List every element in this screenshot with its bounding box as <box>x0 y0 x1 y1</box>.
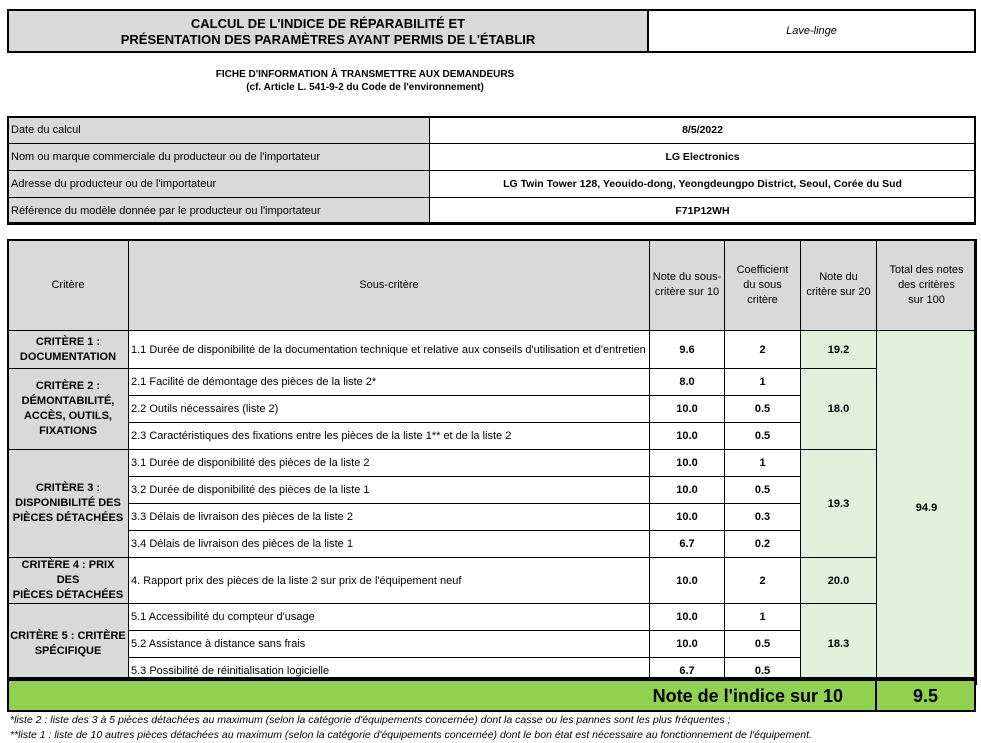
criteria-table <box>7 239 977 685</box>
info-label: Adresse du producteur ou de l'importateur <box>8 171 430 198</box>
sub-criterion-coef: 0.5 <box>725 396 801 423</box>
criterion-5-note-20: 18.3 <box>801 604 877 685</box>
header-note-sur-20 <box>801 240 877 331</box>
info-value: LG Electronics <box>430 144 976 171</box>
sub-criterion-note: 10.0 <box>650 423 725 450</box>
sub-criterion-note: 6.7 <box>650 658 725 685</box>
index-label: Note de l'indice sur 10 <box>652 686 843 706</box>
product-type: Lave-linge <box>647 9 976 53</box>
fiche-line-2: (cf. Article L. 541-9-2 du Code de l'environnement) <box>246 82 484 93</box>
sub-criterion-label: 1.1 Durée de disponibilité de la documentation technique et relative aux conseils d'utilisation et d'entretien <box>129 331 650 369</box>
sub-criterion-note: 10.0 <box>650 558 725 604</box>
sub-criterion-label: 5.2 Assistance à distance sans frais <box>129 631 650 658</box>
table-row <box>8 369 977 396</box>
sub-criterion-note: 9.6 <box>650 331 725 369</box>
header-text: critère sur 10 <box>654 286 720 298</box>
index-value: 9.5 <box>875 681 974 710</box>
header-text: du sous <box>743 278 782 291</box>
sub-criterion-label: 5.3 Possibilité de réinitialisation logicielle <box>129 658 650 685</box>
info-label: Référence du modèle donnée par le producteur ou l'importateur <box>8 198 430 225</box>
criterion-text: PIÈCES DÉTACHÉES <box>12 512 124 524</box>
info-row-model <box>8 198 976 225</box>
info-value: 8/5/2022 <box>430 117 976 144</box>
header-text: Total des notes <box>889 263 964 276</box>
sub-criterion-coef: 0.5 <box>725 658 801 685</box>
sub-criterion-note: 10.0 <box>650 604 725 631</box>
criterion-2-note-20: 18.0 <box>801 369 877 450</box>
criterion-text: DÉMONTABILITÉ, <box>21 395 115 407</box>
footnote-liste-1: **liste 1 : liste de 10 autres pièces détachées au maximum (selon la catégorie d'équipements concernée) dont le bon état est nécessaire au fonctionnement de l'équipement. <box>10 729 812 741</box>
sub-criterion-note: 8.0 <box>650 369 725 396</box>
info-row-address <box>8 171 976 198</box>
sub-criterion-label: 2.2 Outils nécessaires (liste 2) <box>129 396 650 423</box>
criterion-1-note-20: 19.2 <box>801 331 877 369</box>
fiche-line-1: FICHE D'INFORMATION À TRANSMETTRE AUX DEMANDEURS <box>215 69 515 80</box>
sub-criterion-coef: 0.5 <box>725 477 801 504</box>
sub-criterion-coef: 1 <box>725 369 801 396</box>
criterion-text: DISPONIBILITÉ DES <box>15 497 121 509</box>
info-label: Date du calcul <box>8 117 430 144</box>
title-line-1: CALCUL DE L'INDICE DE RÉPARABILITÉ ET <box>190 16 466 31</box>
sub-criterion-label: 3.1 Durée de disponibilité des pièces de la liste 2 <box>129 450 650 477</box>
sub-criterion-coef: 1 <box>725 450 801 477</box>
info-table <box>7 116 976 225</box>
sub-criterion-coef: 0.5 <box>725 631 801 658</box>
criterion-text: CRITÈRE 3 : <box>35 482 101 494</box>
header-critere: Critère <box>8 240 129 331</box>
criterion-text: FIXATIONS <box>39 425 97 437</box>
table-row <box>8 450 977 477</box>
header-note-sur-10 <box>650 240 725 331</box>
sub-criterion-note: 10.0 <box>650 477 725 504</box>
sub-criterion-label: 5.1 Accessibilité du compteur d'usage <box>129 604 650 631</box>
header-text: Note du <box>819 271 858 283</box>
criterion-5-name <box>8 604 129 685</box>
header-coefficient <box>725 240 801 331</box>
total-sur-100: 94.9 <box>877 331 977 685</box>
criterion-4-note-20: 20.0 <box>801 558 877 604</box>
document-title <box>7 9 649 53</box>
info-value: F71P12WH <box>430 198 976 225</box>
criterion-3-name <box>8 450 129 558</box>
sub-criterion-note: 10.0 <box>650 396 725 423</box>
fiche-heading <box>130 68 600 94</box>
sub-criterion-label: 2.3 Caractéristiques des fixations entre les pièces de la liste 1** et de la liste 2 <box>129 423 650 450</box>
sub-criterion-note: 10.0 <box>650 631 725 658</box>
sub-criterion-note: 6.7 <box>650 531 725 558</box>
sub-criterion-coef: 0.2 <box>725 531 801 558</box>
criterion-text: CRITÈRE 4 : PRIX DES <box>21 559 115 586</box>
criterion-text: ACCÈS, OUTILS, <box>23 410 112 422</box>
sub-criterion-label: 3.3 Délais de livraison des pièces de la liste 2 <box>129 504 650 531</box>
header-text: critère sur 20 <box>806 286 871 298</box>
info-label: Nom ou marque commerciale du producteur ou de l'importateur <box>8 144 430 171</box>
sub-criterion-label: 3.4 Délais de livraison des pièces de la liste 1 <box>129 531 650 558</box>
sub-criterion-coef: 2 <box>725 558 801 604</box>
sub-criterion-coef: 0.3 <box>725 504 801 531</box>
sub-criterion-note: 10.0 <box>650 450 725 477</box>
sub-criterion-note: 10.0 <box>650 504 725 531</box>
header-text: Coefficient <box>736 263 789 276</box>
sub-criterion-label: 4. Rapport prix des pièces de la liste 2 sur prix de l'équipement neuf <box>129 558 650 604</box>
header-text: Note du sous- <box>652 271 722 283</box>
info-row-date <box>8 117 976 144</box>
table-row <box>8 331 977 369</box>
footnote-liste-2: *liste 2 : liste des 3 à 5 pièces détachées au maximum (selon la catégorie d'équipements concernée) dont la casse ou les pannes sont les plus fréquentes ; <box>10 714 731 726</box>
criterion-text: CRITÈRE 2 : <box>35 380 101 392</box>
sub-criterion-coef: 1 <box>725 604 801 631</box>
criterion-3-note-20: 19.3 <box>801 450 877 558</box>
criterion-4-name <box>8 558 129 604</box>
criterion-1-name <box>8 331 129 369</box>
table-row <box>8 604 977 631</box>
index-row <box>7 679 976 712</box>
criterion-2-name <box>8 369 129 450</box>
criterion-text: DOCUMENTATION <box>19 350 117 363</box>
header-text: des critères <box>898 278 955 291</box>
header-text: sur 100 <box>908 293 945 306</box>
title-line-2: PRÉSENTATION DES PARAMÈTRES AYANT PERMIS DE L'ÉTABLIR <box>120 32 536 47</box>
sub-criterion-label: 2.1 Facilité de démontage des pièces de la liste 2* <box>129 369 650 396</box>
header-total-sur-100 <box>877 240 977 331</box>
header-text: critère <box>747 293 778 306</box>
sub-criterion-coef: 2 <box>725 331 801 369</box>
sub-criterion-label: 3.2 Durée de disponibilité des pièces de la liste 1 <box>129 477 650 504</box>
table-row <box>8 558 977 604</box>
table-header-row <box>8 240 977 331</box>
info-value: LG Twin Tower 128, Yeouido-dong, Yeongdeungpo District, Seoul, Corée du Sud <box>430 171 976 198</box>
header-sous-critere: Sous-critère <box>129 240 650 331</box>
criterion-text: CRITÈRE 1 : <box>35 335 101 348</box>
sub-criterion-coef: 0.5 <box>725 423 801 450</box>
criterion-text: SPÉCIFIQUE <box>34 645 102 657</box>
criterion-text: CRITÈRE 5 : CRITÈRE <box>10 630 126 642</box>
info-row-brand <box>8 144 976 171</box>
criterion-text: PIÈCES DÉTACHÉES <box>12 589 124 601</box>
